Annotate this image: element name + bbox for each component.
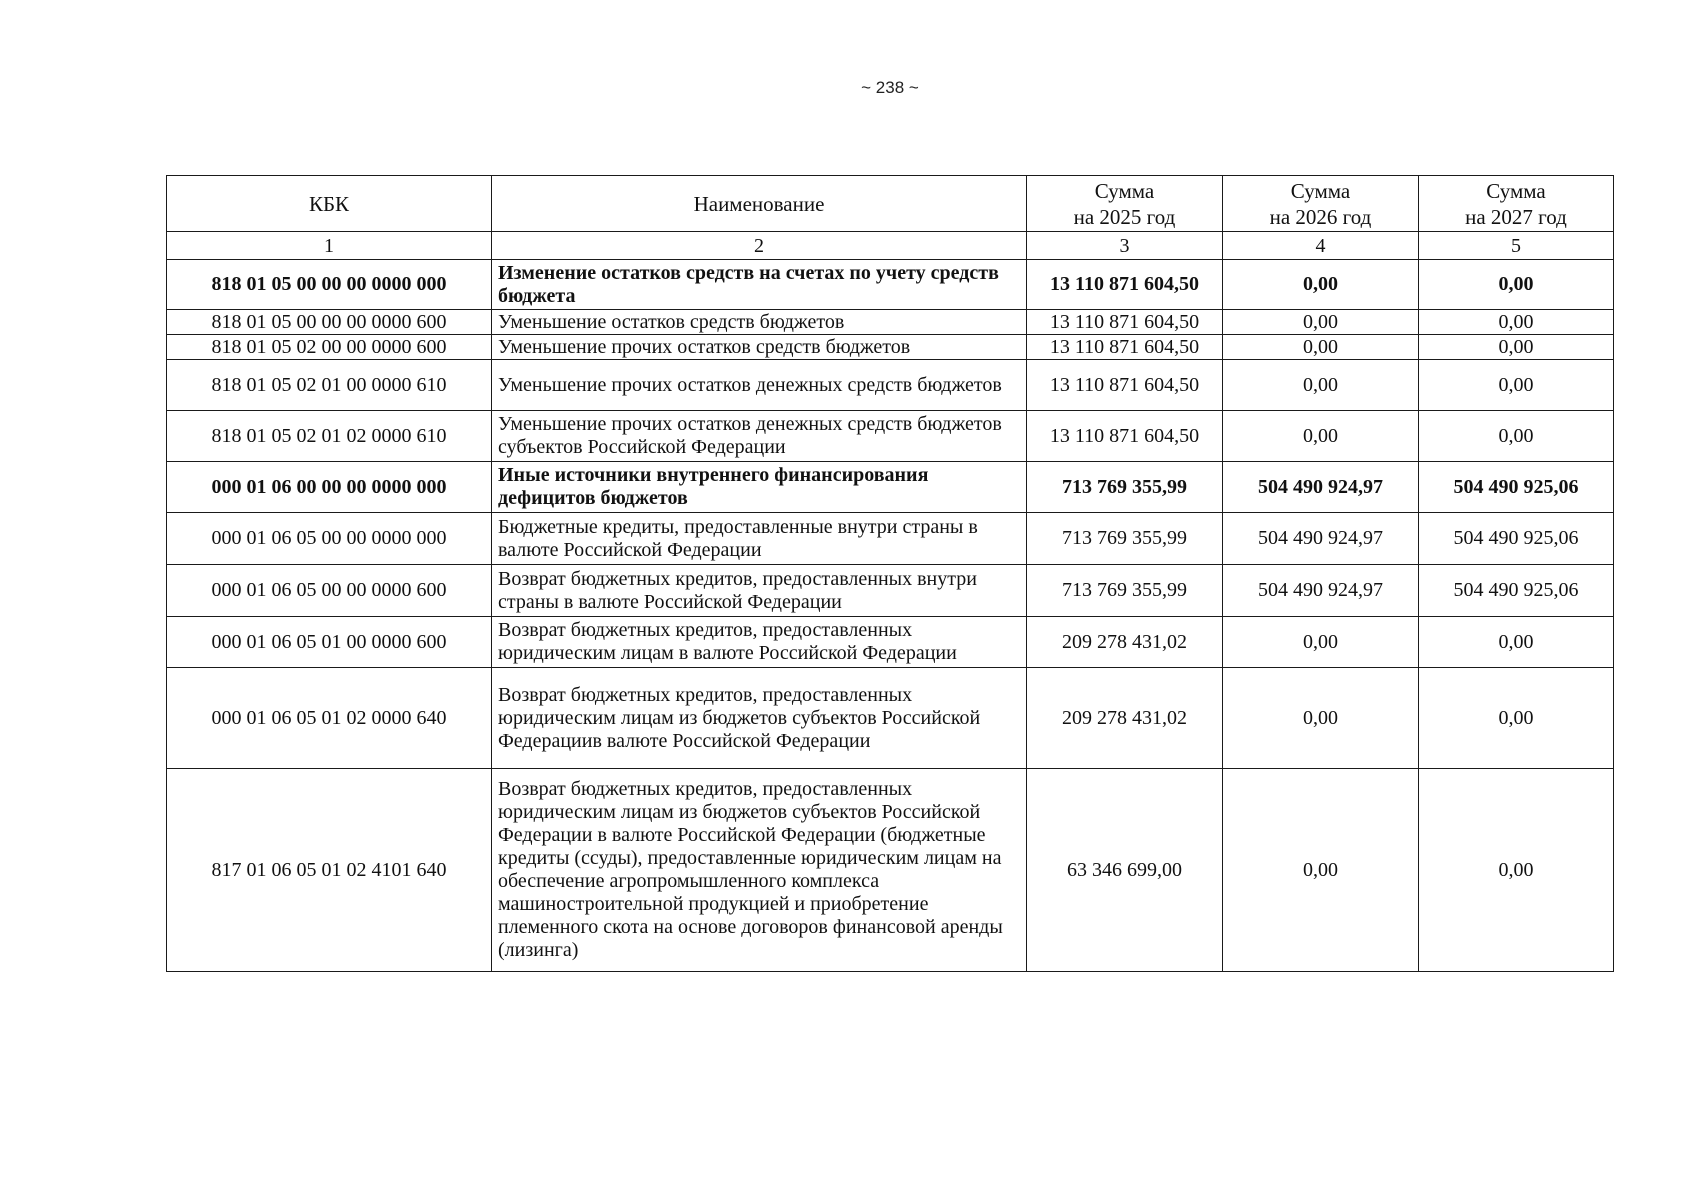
header-sum-2026-line2: на 2026 год <box>1269 204 1372 229</box>
row-sum-2027: 0,00 <box>1419 260 1614 310</box>
row-kbk-code: 818 01 05 00 00 00 0000 600 <box>167 310 492 335</box>
row-sum-2026: 504 490 924,97 <box>1223 462 1419 513</box>
row-sum-2026: 0,00 <box>1223 769 1419 972</box>
row-sum-2025: 209 278 431,02 <box>1027 617 1223 668</box>
row-kbk-code: 000 01 06 05 01 00 0000 600 <box>167 617 492 668</box>
column-number: 4 <box>1223 232 1419 260</box>
row-sum-2027: 0,00 <box>1419 668 1614 769</box>
row-kbk-code: 818 01 05 02 00 00 0000 600 <box>167 335 492 360</box>
row-name: Уменьшение прочих остатков денежных средств бюджетов субъектов Российской Федерации <box>492 411 1027 462</box>
table-row <box>167 411 1614 462</box>
row-sum-2025: 13 110 871 604,50 <box>1027 260 1223 310</box>
header-sum-2026 <box>1223 176 1419 232</box>
header-name: Наименование <box>492 176 1027 232</box>
row-sum-2025: 13 110 871 604,50 <box>1027 411 1223 462</box>
table-row <box>167 769 1614 972</box>
row-name: Возврат бюджетных кредитов, предоставленных юридическим лицам из бюджетов субъектов Российской Федерации в валюте Российской Федерации (бюджетные кредиты (ссуды), предоставленные юридическим лицам на обеспечение агропромышленного комплекса машиностроительной продукцией и приобретение племенного скота на основе договоров финансовой аренды (лизинга) <box>492 769 1027 972</box>
header-sum-2026-line1: Сумма <box>1290 178 1351 203</box>
table-row <box>167 335 1614 360</box>
row-sum-2025: 13 110 871 604,50 <box>1027 335 1223 360</box>
row-sum-2026: 504 490 924,97 <box>1223 565 1419 617</box>
row-sum-2026: 504 490 924,97 <box>1223 513 1419 565</box>
row-name: Возврат бюджетных кредитов, предоставленных юридическим лицам в валюте Российской Федерации <box>492 617 1027 668</box>
row-sum-2027: 504 490 925,06 <box>1419 462 1614 513</box>
column-number: 3 <box>1027 232 1223 260</box>
header-kbk: КБК <box>167 176 492 232</box>
row-sum-2027: 0,00 <box>1419 310 1614 335</box>
row-name: Возврат бюджетных кредитов, предоставленных юридическим лицам из бюджетов субъектов Российской Федерациив валюте Российской Федерации <box>492 668 1027 769</box>
row-name: Изменение остатков средств на счетах по учету средств бюджета <box>492 260 1027 310</box>
header-sum-2027 <box>1419 176 1614 232</box>
row-name: Бюджетные кредиты, предоставленные внутри страны в валюте Российской Федерации <box>492 513 1027 565</box>
row-kbk-code: 818 01 05 02 01 00 0000 610 <box>167 360 492 411</box>
header-sum-2027-line1: Сумма <box>1486 178 1546 203</box>
table-row <box>167 668 1614 769</box>
row-sum-2026: 0,00 <box>1223 668 1419 769</box>
row-kbk-code: 000 01 06 05 00 00 0000 600 <box>167 565 492 617</box>
header-sum-2025-line1: Сумма <box>1094 178 1155 203</box>
row-sum-2026: 0,00 <box>1223 335 1419 360</box>
row-name: Уменьшение прочих остатков средств бюджетов <box>492 335 1027 360</box>
row-kbk-code: 000 01 06 05 00 00 0000 000 <box>167 513 492 565</box>
page-number: ~ 238 ~ <box>861 78 919 97</box>
table-row <box>167 360 1614 411</box>
row-sum-2026: 0,00 <box>1223 617 1419 668</box>
column-number-row <box>167 232 1614 260</box>
column-number: 1 <box>167 232 492 260</box>
column-number: 2 <box>492 232 1027 260</box>
header-sum-2027-line2: на 2027 год <box>1465 204 1567 229</box>
column-number: 5 <box>1419 232 1614 260</box>
table-row <box>167 462 1614 513</box>
row-sum-2027: 0,00 <box>1419 769 1614 972</box>
table-row <box>167 513 1614 565</box>
row-sum-2027: 0,00 <box>1419 617 1614 668</box>
row-sum-2025: 713 769 355,99 <box>1027 462 1223 513</box>
table-row <box>167 617 1614 668</box>
row-name: Иные источники внутреннего финансирования дефицитов бюджетов <box>492 462 1027 513</box>
row-sum-2026: 0,00 <box>1223 310 1419 335</box>
row-name: Уменьшение остатков средств бюджетов <box>492 310 1027 335</box>
row-kbk-code: 818 01 05 02 01 02 0000 610 <box>167 411 492 462</box>
budget-sources-table <box>166 175 1614 972</box>
table-row <box>167 310 1614 335</box>
row-sum-2027: 0,00 <box>1419 411 1614 462</box>
table-row <box>167 565 1614 617</box>
row-kbk-code: 817 01 06 05 01 02 4101 640 <box>167 769 492 972</box>
row-sum-2025: 13 110 871 604,50 <box>1027 360 1223 411</box>
row-kbk-code: 000 01 06 00 00 00 0000 000 <box>167 462 492 513</box>
row-sum-2026: 0,00 <box>1223 260 1419 310</box>
row-name: Уменьшение прочих остатков денежных средств бюджетов <box>492 360 1027 411</box>
row-name: Возврат бюджетных кредитов, предоставленных внутри страны в валюте Российской Федерации <box>492 565 1027 617</box>
table-header-row <box>167 176 1614 232</box>
row-sum-2025: 13 110 871 604,50 <box>1027 310 1223 335</box>
row-sum-2025: 713 769 355,99 <box>1027 565 1223 617</box>
row-sum-2027: 504 490 925,06 <box>1419 565 1614 617</box>
table-row <box>167 260 1614 310</box>
row-kbk-code: 818 01 05 00 00 00 0000 000 <box>167 260 492 310</box>
row-sum-2027: 504 490 925,06 <box>1419 513 1614 565</box>
row-sum-2027: 0,00 <box>1419 335 1614 360</box>
row-kbk-code: 000 01 06 05 01 02 0000 640 <box>167 668 492 769</box>
row-sum-2025: 713 769 355,99 <box>1027 513 1223 565</box>
row-sum-2027: 0,00 <box>1419 360 1614 411</box>
header-sum-2025 <box>1027 176 1223 232</box>
row-sum-2026: 0,00 <box>1223 360 1419 411</box>
row-sum-2025: 63 346 699,00 <box>1027 769 1223 972</box>
header-sum-2025-line2: на 2025 год <box>1073 204 1176 229</box>
row-sum-2026: 0,00 <box>1223 411 1419 462</box>
row-sum-2025: 209 278 431,02 <box>1027 668 1223 769</box>
